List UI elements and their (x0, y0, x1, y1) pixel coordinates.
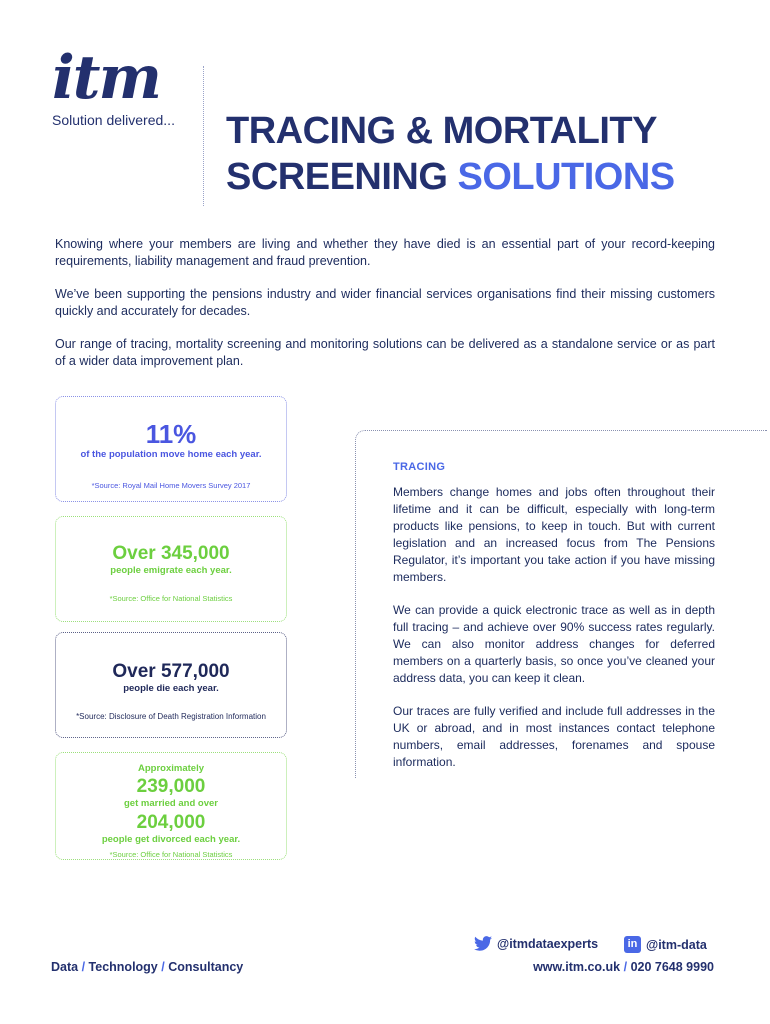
stat-value-divorced: 204,000 (136, 812, 206, 833)
stat-card-deaths (55, 632, 287, 738)
stat-source: *Source: Disclosure of Death Registration Information (76, 712, 266, 721)
logo-tagline: Solution delivered... (52, 112, 175, 128)
stat-description-divorced: people get divorced each year. (101, 834, 241, 845)
intro-paragraph: Knowing where your members are living and whether they have died is an essential part of your record-keeping requirements, liability management and fraud prevention. (55, 237, 715, 268)
linkedin-icon: in (624, 936, 641, 953)
stat-source: *Source: Office for National Statistics (109, 850, 233, 859)
twitter-icon (474, 936, 492, 951)
intro-paragraph: Our range of tracing, mortality screening and monitoring solutions can be delivered as a standalone service or as part of a wider data improvement plan. (55, 337, 715, 368)
title-word-screening: SCREENING (226, 156, 448, 198)
stat-prefix: Approximately (138, 763, 204, 774)
header-divider (203, 66, 204, 206)
footer-slash: / (623, 960, 628, 974)
page-title (226, 108, 756, 200)
tracing-heading: TRACING (393, 461, 446, 473)
itm-logo (52, 43, 192, 128)
stat-description: of the population move home each year. (80, 449, 262, 460)
twitter-link[interactable] (474, 936, 598, 951)
footer-service-data: Data (51, 960, 79, 974)
title-line-1: TRACING & MORTALITY (226, 110, 657, 152)
footer-services (51, 960, 243, 974)
stat-value: Over 577,000 (112, 661, 230, 682)
linkedin-handle: @itm-data (646, 937, 707, 952)
stat-source: *Source: Royal Mail Home Movers Survey 2017 (91, 481, 251, 490)
title-line-2 (226, 154, 756, 200)
tracing-paragraph: We can provide a quick electronic trace as well as in depth full tracing – and achieve over 90% success rates regularly. We can also monitor address changes for deferred members on a quarterly basis, so once you’ve cleaned your address data, you can keep it clean. (393, 603, 715, 685)
stat-value: Over 345,000 (112, 543, 230, 564)
stat-card-move-home (55, 396, 287, 502)
stat-value-married: 239,000 (136, 776, 206, 797)
stat-card-marriage-divorce (55, 752, 287, 860)
tracing-body (393, 484, 715, 787)
footer-slash: / (81, 960, 86, 974)
website-link[interactable]: www.itm.co.uk (533, 960, 621, 974)
intro-paragraph: We’ve been supporting the pensions industry and wider financial services organisations find their missing customers quickly and accurately for decades. (55, 287, 715, 318)
tracing-paragraph: Our traces are fully verified and include full addresses in the UK or abroad, and in most instances contact telephone numbers, email addresses, forenames and spouse information. (393, 704, 715, 769)
stat-source: *Source: Office for National Statistics (109, 594, 233, 603)
twitter-handle: @itmdataexperts (497, 936, 599, 951)
title-word-solutions: SOLUTIONS (457, 156, 675, 198)
footer-service-technology: Technology (88, 960, 158, 974)
footer-contact (533, 960, 714, 974)
stat-value: 11% (145, 419, 197, 449)
tracing-paragraph: Members change homes and jobs often throughout their lifetime and it can be difficult, especially with long-term products like pensions, to keep in touch. But with current legislation and an increased focus from The Pensions Regulator, it’s important you take action if you have missing members. (393, 485, 715, 584)
stat-card-emigrate (55, 516, 287, 622)
stat-description: people die each year. (123, 683, 219, 694)
stat-description-married: get married and over (124, 798, 218, 809)
phone-number: 020 7648 9990 (630, 960, 714, 974)
logo-wordmark: itm (52, 43, 160, 113)
intro-text (55, 236, 715, 386)
footer-slash: / (161, 960, 165, 974)
footer-service-consultancy: Consultancy (168, 960, 244, 974)
stat-description: people emigrate each year. (110, 565, 232, 576)
linkedin-link[interactable] (624, 936, 707, 953)
